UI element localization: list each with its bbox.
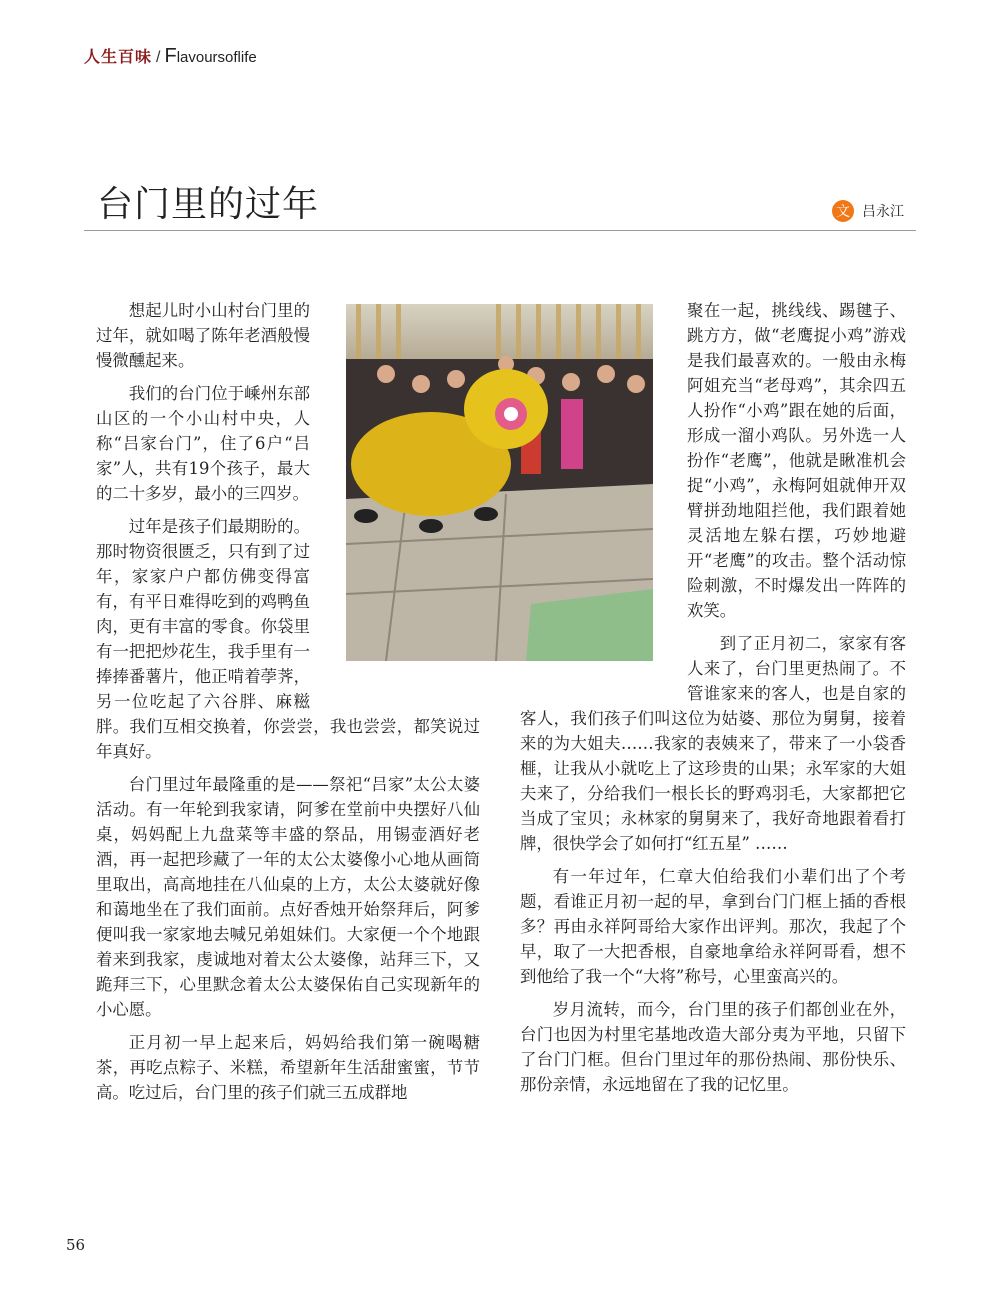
title-divider xyxy=(84,230,916,231)
article-title: 台门里的过年 xyxy=(97,184,320,225)
paragraph: 台门里过年最隆重的是——祭祀“吕家”太公太婆活动。有一年轮到我家请，阿爹在堂前中央摆好八仙桌，妈妈配上九盘菜等丰盛的祭品，用锡壶酒好老酒，再一起把珍藏了一年的太公太婆像小心地从画筒里取出，高高地挂在八仙桌的上方，太公太婆就好像和蔼地坐在了我们面前。点好香烛开始祭拜后，阿爹便叫我一家家地去喊兄弟姐妹们。大家便一个个地跟着来到我家，虔诚地对着太公太婆像，站拜三下，又跪拜三下，心里默念着太公太婆保佑自己实现新年的小心愿。 xyxy=(96,775,480,1019)
paragraph: 想起儿时小山村台门里的过年，就如喝了陈年老酒般慢慢微醺起来。 xyxy=(96,301,310,370)
section-name-cn: 人生百味 xyxy=(84,49,153,66)
author-badge-icon: 文 xyxy=(832,200,854,222)
paragraph: 岁月流转，而今，台门里的孩子们都创业在外，台门也因为村里宅基地改造大部分夷为平地，只留下了台门门框。但台门里过年的那份热闹、那份快乐、那份亲情，永远地留在了我的记忆里。 xyxy=(520,1000,906,1094)
section-en-initial: F xyxy=(164,45,177,67)
section-header xyxy=(84,44,257,68)
paragraph-continuation: 聚在一起，挑线线、踢毽子、跳方方，做“老鹰捉小鸡”游戏是我们最喜欢的。一般由永梅阿姐充当“老母鸡”，其余四五人扮作“小鸡”跟在她的后面，形成一溜小鸡队。另外选一人扮作“老鹰”，他就是瞅准机会捉“小鸡”，永梅阿姐就伸开双臂拼劲地阻拦他，我们跟着她灵活地左躲右摆，巧妙地避开“老鹰”的攻击。整个活动惊险刺激，不时爆发出一阵阵的欢笑。 xyxy=(687,301,906,620)
section-name-en xyxy=(164,45,257,67)
paragraph: 过年是孩子们最期盼的。那时物资很匮乏，只有到了过年，家家户户都仿佛变得富有，有平日难得吃到的鸡鸭鱼肉，更有丰富的零食。你袋里有一把把炒花生，我手里有一捧捧番薯片，他正啃着荸荠，另一位吃起了六谷胖、麻糍胖。我们互相交换着，你尝尝，我也尝尝，都笑说过年真好。 xyxy=(96,517,480,761)
section-separator: / xyxy=(156,49,161,66)
author-name: 吕永江 xyxy=(862,204,904,220)
lion-dance-illustration xyxy=(346,304,653,661)
paragraph: 正月初一早上起来后，妈妈给我们第一碗喝糖茶，再吃点粽子、米糕，希望新年生活甜蜜蜜，节节高。吃过后，台门里的孩子们就三五成群地 xyxy=(96,1033,480,1102)
author-byline xyxy=(832,200,904,222)
paragraph: 到了正月初二，家家有客人来了，台门里更热闹了。不管谁家来的客人，也是自家的客人，我们孩子们叫这位为姑婆、那位为舅舅，接着来的为大姐夫……我家的表姨来了，带来了一小袋香榧，让我从小就吃上了这珍贵的山果；永军家的大姐夫来了，分给我们一根长长的野鸡羽毛，大家都把它当成了宝贝；永林家的舅舅来了，我好奇地跟着看打牌，很快学会了如何打“红五星” …… xyxy=(520,634,906,853)
page-number: 56 xyxy=(66,1236,86,1254)
lion-dance-photo xyxy=(346,304,653,661)
paragraph: 我们的台门位于嵊州东部山区的一个小山村中央，人称“吕家台门”，住了6户“吕家”人，共有19个孩子，最大的二十多岁，最小的三四岁。 xyxy=(96,384,310,503)
paragraph: 有一年过年，仁章大伯给我们小辈们出了个考题，看谁正月初一起的早，拿到台门门框上插的香根多？再由永祥阿哥给大家作出评判。那次，我起了个早，取了一大把香根，自豪地拿给永祥阿哥看，想不到他给了我一个“大将”称号，心里蛮高兴的。 xyxy=(520,867,906,986)
section-en-rest: lavoursoflife xyxy=(176,49,257,66)
